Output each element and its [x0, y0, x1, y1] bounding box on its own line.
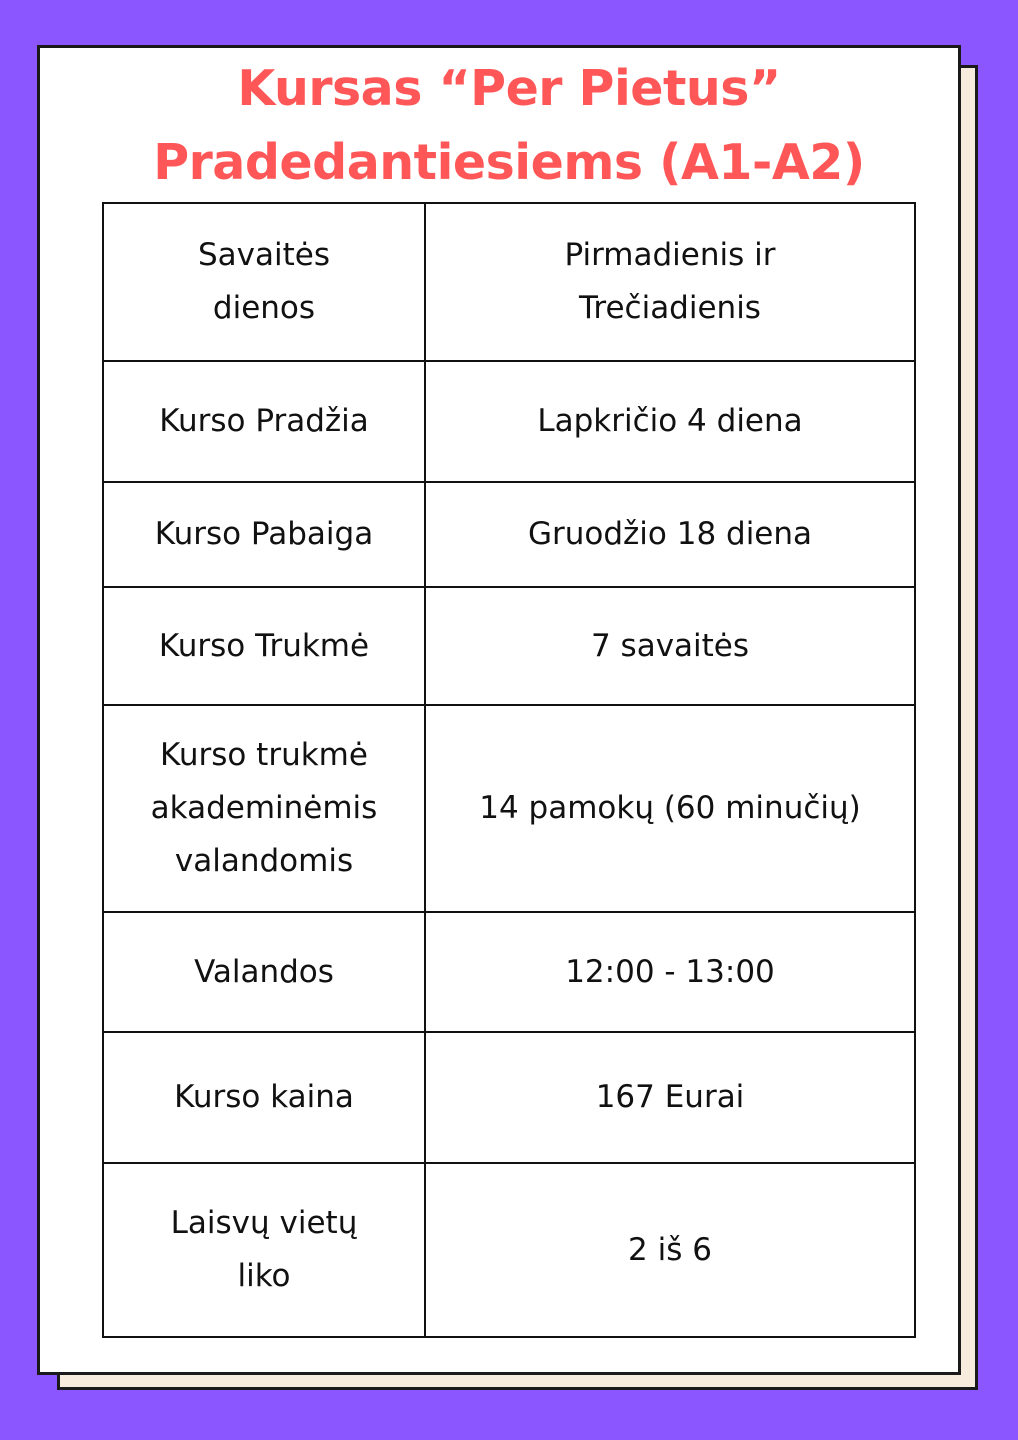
academic-hours-label: Kurso trukmė akademinėmis valandomis — [103, 705, 425, 912]
course-title — [0, 52, 1018, 200]
seats-label: Laisvų vietų liko — [103, 1163, 425, 1337]
academic-hours-value: 14 pamokų (60 minučių) — [425, 705, 915, 912]
table-row-duration — [103, 587, 915, 705]
start-value: Lapkričio 4 diena — [425, 361, 915, 482]
start-label: Kurso Pradžia — [103, 361, 425, 482]
hours-value: 12:00 - 13:00 — [425, 912, 915, 1032]
table-row-seats — [103, 1163, 915, 1337]
end-label: Kurso Pabaiga — [103, 482, 425, 587]
price-label: Kurso kaina — [103, 1032, 425, 1163]
table-row-hours — [103, 912, 915, 1032]
hours-label: Valandos — [103, 912, 425, 1032]
table-row-weekdays — [103, 203, 915, 361]
weekdays-label: Savaitės dienos — [103, 203, 425, 361]
course-title-line-1: Kursas “Per Pietus” — [237, 60, 781, 117]
table-row-start — [103, 361, 915, 482]
price-value: 167 Eurai — [425, 1032, 915, 1163]
table-row-academic-hours — [103, 705, 915, 912]
duration-value: 7 savaitės — [425, 587, 915, 705]
course-title-line-2: Pradedantiesiems (A1-A2) — [153, 134, 865, 191]
table-row-end — [103, 482, 915, 587]
course-info-table — [102, 202, 916, 1338]
seats-value: 2 iš 6 — [425, 1163, 915, 1337]
table-row-price — [103, 1032, 915, 1163]
duration-label: Kurso Trukmė — [103, 587, 425, 705]
weekdays-value: Pirmadienis ir Trečiadienis — [425, 203, 915, 361]
end-value: Gruodžio 18 diena — [425, 482, 915, 587]
